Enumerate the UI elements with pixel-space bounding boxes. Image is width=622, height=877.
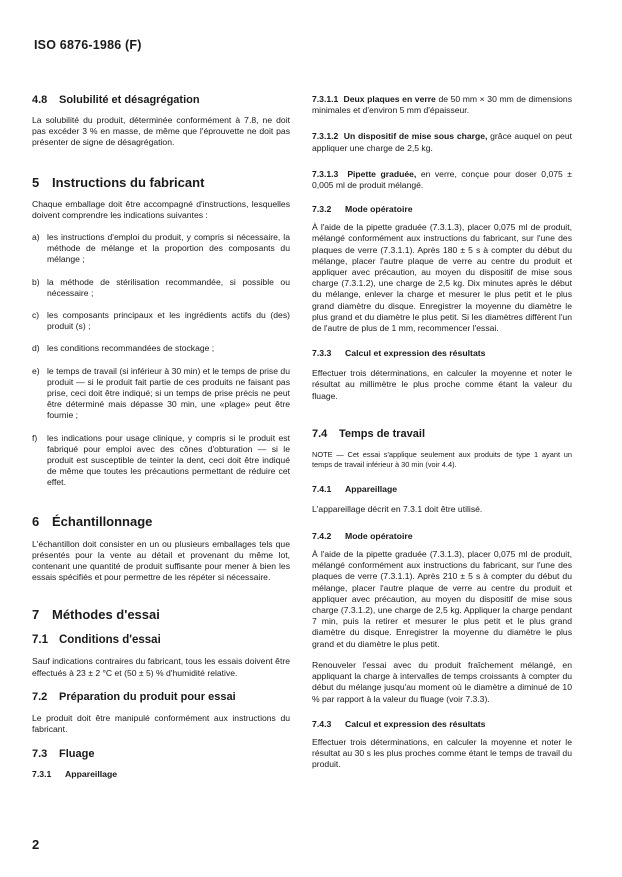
list-item: b) la méthode de stérilisation recommandée, si possible ou nécessaire ; xyxy=(32,276,290,298)
section-heading: 7.3.2 Mode opératoire xyxy=(312,204,413,215)
paragraph: L'échantillon doit consister en un ou plusieurs emballages tels que présentés pour la vente au détail et provenant du même lot, contenant une quantité de produit suffisante pour mener à bien les essais spécifiés et pour permettre de les répéter si nécessaire. xyxy=(32,538,290,583)
list-item: f) les indications pour usage clinique, y compris si le produit est fabriqué pour emploi avec des cônes d'obturation — si le produit est susceptible de teinter la dent, ceci doit être indiqué de même que toutes les précautions permettant de réduire cet effet. xyxy=(32,432,290,488)
section-heading: 7.4.3 Calcul et expression des résultats xyxy=(312,718,486,729)
section-7-3-3 xyxy=(312,348,572,402)
section-7-3-1-1 xyxy=(312,94,572,116)
section-heading: 6 Échantillonnage xyxy=(32,513,153,529)
list-item: a) les instructions d'emploi du produit, y compris si nécessaire, la méthode de mélange et la proportion des composants du mélange ; xyxy=(32,232,290,265)
section-heading: 7.4.1 Appareillage xyxy=(312,483,398,494)
section-6 xyxy=(32,514,290,584)
paragraph: Sauf indications contraires du fabricant, tous les essais doivent être effectués à 23 ± 2 °C et (50 ± 5) % d'humidité relative. xyxy=(32,656,290,678)
section-7-3-1 xyxy=(32,769,290,779)
section-heading: 7.2 Préparation du produit pour essai xyxy=(32,690,236,703)
section-5 xyxy=(32,175,290,489)
section-4-8 xyxy=(32,94,290,149)
section-7-1 xyxy=(32,634,290,678)
section-heading: 5 Instructions du fabricant xyxy=(32,174,205,190)
section-7-3-1-2 xyxy=(312,131,572,153)
section-7-4 xyxy=(312,428,572,470)
document-header: ISO 6876-1986 (F) xyxy=(34,38,142,52)
paragraph: À l'aide de la pipette graduée (7.3.1.3), placer 0,075 ml de produit, mélangé conformément aux instructions du fabricant, sur l'une des plaques de verre (7.3.1.1). Après 180 ± 5 s à compter du début du mélange, placer l'autre plaque de verre au centre du produit et appliquer avec précaution, au moyen du dispositif de mise sous charge (7.3.1.2), une charge de 2,5 kg. Dix minutes après le début du mélange, enlever la charge et mesurer le plus petit et le plus grand diamètre du disque. Enregistrer la moyenne du diamètre le plus grand et du diamètre le plus petit. Si les diamètres diffèrent l'un de l'autre de plus de 1 mm, recommencer l'essai. xyxy=(312,222,572,334)
paragraph: Effectuer trois déterminations, en calculer la moyenne et noter le résultat au 30 s les plus proches comme étant le temps de travail du produit. xyxy=(312,736,572,770)
paragraph: 7.3.1.3 Pipette graduée, en verre, conçue pour doser 0,075 ± 0,005 ml de produit mélangé. xyxy=(312,168,573,191)
list-item: e) le temps de travail (si inférieur à 30 min) et le temps de prise du produit — si le produit fait partie de ces produits ne faisant pas prise, ceci doit être indiqué; si un temps de prise précis ne peut être déterminé mais dépasse 30 min, une «plage» peut être fournie ; xyxy=(32,365,290,421)
section-7-2 xyxy=(32,691,290,735)
paragraph: 7.3.1.2 Un dispositif de mise sous charge, grâce auquel on peut appliquer une charge de 2,5 kg. xyxy=(312,131,572,153)
section-heading: 7.4.2 Mode opératoire xyxy=(312,531,413,542)
note: NOTE — Cet essai s'applique seulement aux produits de type 1 ayant un temps de travail inférieur à 30 min (voir 4.4). xyxy=(312,449,572,469)
section-7-4-3 xyxy=(312,719,572,771)
paragraph: L'appareillage décrit en 7.3.1 doit être utilisé. xyxy=(312,503,483,514)
paragraph: 7.3.1.1 Deux plaques en verre de 50 mm × 30 mm de dimensions minimales et d'environ 5 mm d'épaisseur. xyxy=(312,94,572,116)
paragraph: Effectuer trois déterminations, en calculer la moyenne et noter le résultat au millimètre le plus proche comme étant la valeur du fluage. xyxy=(312,368,572,401)
paragraph: À l'aide de la pipette graduée (7.3.1.3), placer 0,075 ml de produit, mélangé conformément aux instructions du fabricant, sur l'une des plaques de verre (7.3.1.1). Après 210 ± 5 s à compter du début du mélange, placer l'autre plaque de verre au centre du produit et appliquer avec précaution, au moyen du dispositif de mise sous charge (7.3.1.2), une charge de 2,5 kg. Appliquer la charge pendant 7 min, puis la retirer et mesurer le plus petit et le plus grand diamètre du disque. Enregistrer la moyenne du diamètre le plus grand et du diamètre le plus petit. xyxy=(312,549,572,649)
section-7 xyxy=(32,607,290,622)
section-heading: 7 Méthodes d'essai xyxy=(32,607,160,623)
section-7-3-2 xyxy=(312,204,572,334)
section-heading: 7.3.1 Appareillage xyxy=(32,769,118,780)
section-7-4-2 xyxy=(312,531,572,705)
section-heading: 7.3 Fluage xyxy=(32,748,95,761)
section-heading: 7.3.3 Calcul et expression des résultats xyxy=(312,348,486,359)
section-7-3-1-3 xyxy=(312,169,572,191)
page-number: 2 xyxy=(32,837,40,852)
section-7-4-1 xyxy=(312,484,572,515)
paragraph: Le produit doit être manipulé conformément aux instructions du fabricant. xyxy=(32,712,290,735)
right-column xyxy=(312,94,572,770)
paragraph: La solubilité du produit, déterminée conformément à 7.8, ne doit pas excéder 3 % en masse, de même que l'éprouvette ne doit pas présenter de signe de désagrégation. xyxy=(32,115,290,148)
section-heading: 7.1 Conditions d'essai xyxy=(32,634,161,647)
paragraph: Chaque emballage doit être accompagné d'instructions, lesquelles doivent comprendre les indications suivantes : xyxy=(32,198,290,220)
section-7-3 xyxy=(32,748,290,760)
left-column xyxy=(32,94,290,779)
section-heading: 4.8 Solubilité et désagrégation xyxy=(32,94,200,106)
list-item: d) les conditions recommandées de stockage ; xyxy=(32,343,215,354)
section-heading: 7.4 Temps de travail xyxy=(312,427,425,440)
paragraph: Renouveler l'essai avec du produit fraîchement mélangé, en appliquant la charge à intervalles de temps croissants à compter du début du mélange jusqu'au moment où le diamètre a diminué de 10 % par rapport à la valeur du fluage (voir 7.3.3). xyxy=(312,659,572,704)
list-item: c) les composants principaux et les ingrédients actifs du (des) produit (s) ; xyxy=(32,310,290,332)
